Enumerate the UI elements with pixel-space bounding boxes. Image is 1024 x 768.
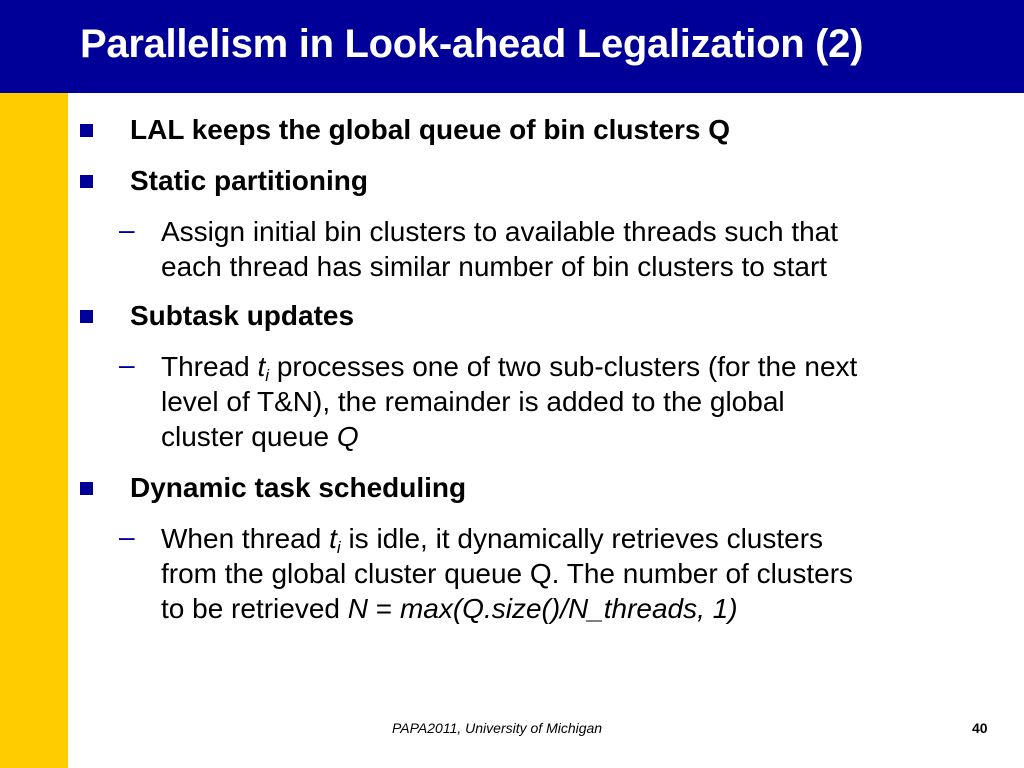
variable-t: t [257, 351, 266, 382]
variable-t: t [329, 523, 337, 554]
square-bullet-icon [80, 124, 93, 137]
square-bullet-icon [80, 175, 93, 188]
bullet-text: Static partitioning [130, 165, 368, 196]
text-line: Assign initial bin clusters to available threads such that [161, 216, 839, 247]
dash-marker: – [119, 349, 135, 380]
sub-bullet-text [161, 214, 838, 284]
text-line [161, 591, 853, 626]
text-fragment: Thread [161, 351, 258, 382]
variable-n: N [347, 593, 369, 624]
text-line: level of T&N), the remainder is added to the global [161, 386, 785, 417]
dash-marker: – [119, 214, 135, 245]
footer: PAPA2011, University of Michigan [392, 720, 603, 736]
text-fragment: When thread [161, 523, 330, 554]
variable-q: Q [336, 421, 359, 452]
text-line [161, 419, 857, 454]
text-line: each thread has similar number of bin clusters to start [161, 251, 828, 282]
sub-bullet-text [161, 349, 857, 454]
text-line [161, 349, 857, 384]
text-fragment: is idle, it dynamically retrieves clusters [340, 523, 824, 554]
text-fragment: processes one of two sub-clusters (for the next [269, 351, 858, 382]
sub-bullet-text [161, 521, 853, 626]
subscript-i: i [265, 366, 270, 385]
square-bullet-icon [80, 482, 93, 495]
dash-marker: – [119, 521, 135, 552]
slide-title: Parallelism in Look-ahead Legalization (2) [80, 22, 864, 66]
formula: max(Q.size()/N_threads, 1) [399, 593, 738, 624]
square-bullet-icon [80, 310, 93, 323]
bullet-text: Dynamic task scheduling [130, 472, 467, 503]
subscript-i: i [336, 538, 341, 557]
bullet-text: LAL keeps the global queue of bin clusters Q [130, 114, 731, 145]
page-number: 40 [972, 720, 988, 736]
text-fragment: = [368, 593, 400, 624]
text-fragment: to be retrieved [161, 593, 348, 624]
text-line: from the global cluster queue Q. The number of clusters [161, 558, 854, 589]
text-fragment: cluster queue [161, 421, 337, 452]
side-accent-bar [0, 93, 68, 768]
title-bar [0, 0, 1024, 93]
bullet-text: Subtask updates [130, 300, 355, 331]
text-line [161, 521, 853, 556]
